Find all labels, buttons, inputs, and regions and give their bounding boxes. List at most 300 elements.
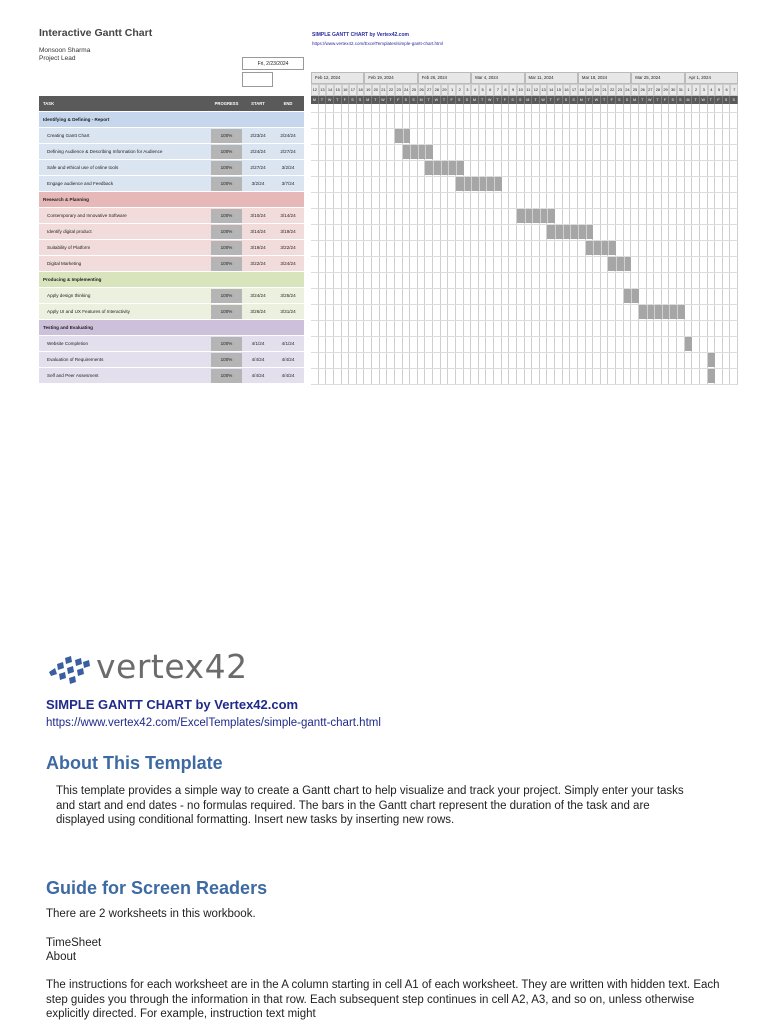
gantt-bar	[685, 337, 693, 351]
week-header: Mar 4, 2024	[471, 72, 524, 84]
gantt-bar-divider	[464, 177, 465, 191]
gantt-bar-divider	[441, 161, 442, 175]
day-letter: S	[669, 96, 677, 104]
phase-name: Research & Planning	[43, 197, 89, 202]
day-letter: T	[441, 96, 449, 104]
phase-row	[39, 192, 304, 208]
day-number: 1	[685, 84, 693, 96]
day-letter: W	[380, 96, 388, 104]
day-letter: T	[547, 96, 555, 104]
task-row[interactable]	[39, 240, 304, 256]
grid-row-line	[311, 192, 738, 193]
task-progress: 100%	[220, 181, 233, 186]
day-number: 19	[364, 84, 372, 96]
task-start-date: 2/27/24	[250, 165, 266, 170]
day-letter: T	[601, 96, 609, 104]
guide-instructions: The instructions for each worksheet are in the A column starting in cell A1 of each worksheet. They are written with hidden text. Each step guides you through the information in that row. Each subsequent step continues in cell A2, A3, and so on, unless otherwise explicitly directed. For example, instruction text might	[46, 979, 720, 1020]
day-number: 7	[730, 84, 738, 96]
gantt-bar-divider	[616, 257, 617, 271]
day-letter: F	[502, 96, 510, 104]
guide-worksheet-count: There are 2 worksheets in this workbook.	[46, 908, 256, 920]
day-number: 20	[593, 84, 601, 96]
task-end-date: 3/14/24	[280, 213, 296, 218]
gantt-bar-divider	[647, 305, 648, 319]
grid-column	[555, 104, 563, 385]
grid-row-line	[311, 160, 738, 161]
grid-column	[700, 104, 708, 385]
grid-row-line	[311, 384, 738, 385]
task-row[interactable]	[39, 160, 304, 176]
grid-column	[654, 104, 662, 385]
task-start-date: 3/19/24	[250, 245, 266, 250]
day-letter: S	[723, 96, 731, 104]
task-name: Website Completion	[47, 341, 89, 346]
task-end-date: 3/2/24	[281, 165, 295, 170]
day-number: 18	[578, 84, 586, 96]
col-start-header: START	[251, 101, 265, 106]
gantt-bar-divider	[418, 145, 419, 159]
gantt-bar-divider	[433, 161, 434, 175]
day-letter: W	[593, 96, 601, 104]
gantt-bar	[547, 225, 593, 239]
gantt-bar	[403, 145, 434, 159]
gantt-bar-divider	[677, 305, 678, 319]
day-letter: M	[418, 96, 426, 104]
day-letter: M	[364, 96, 372, 104]
gantt-bar-divider	[425, 145, 426, 159]
task-end-date: 3/25/24	[280, 293, 296, 298]
task-progress: 100%	[220, 261, 233, 266]
day-number: 22	[387, 84, 395, 96]
gantt-bar	[639, 305, 685, 319]
grid-column	[395, 104, 403, 385]
grid-column	[349, 104, 357, 385]
task-end-date: 4/1/24	[281, 341, 295, 346]
task-row[interactable]	[39, 176, 304, 192]
grid-row-line	[311, 144, 738, 145]
task-end-date: 3/22/24	[280, 245, 296, 250]
day-letter: T	[387, 96, 395, 104]
day-letter: M	[311, 96, 319, 104]
day-number: 17	[570, 84, 578, 96]
task-progress: 100%	[220, 341, 233, 346]
day-number: 25	[631, 84, 639, 96]
grid-row-line	[311, 256, 738, 257]
day-number: 2	[456, 84, 464, 96]
task-start-date: 3/24/24	[250, 293, 266, 298]
about-link-url[interactable]: https://www.vertex42.com/ExcelTemplates/simple-gantt-chart.html	[46, 717, 381, 729]
task-progress: 100%	[220, 165, 233, 170]
gantt-bar-divider	[471, 177, 472, 191]
gantt-bar-divider	[410, 145, 411, 159]
day-number: 26	[418, 84, 426, 96]
grid-row-line	[311, 352, 738, 353]
week-header: Mar 18, 2024	[578, 72, 631, 84]
day-number: 15	[334, 84, 342, 96]
header-link-url[interactable]: https://www.vertex42.com/ExcelTemplates/simple-gantt-chart.html	[312, 41, 444, 46]
grid-column	[372, 104, 380, 385]
day-number: 4	[471, 84, 479, 96]
day-number: 26	[639, 84, 647, 96]
day-number: 18	[357, 84, 365, 96]
task-progress: 100%	[220, 245, 233, 250]
project-start-date[interactable]: Fri, 2/23/2024	[242, 57, 304, 70]
day-letter: F	[608, 96, 616, 104]
day-letter: M	[631, 96, 639, 104]
grid-column	[525, 104, 533, 385]
grid-row-line	[311, 240, 738, 241]
day-letter: S	[730, 96, 738, 104]
grid-column	[380, 104, 388, 385]
grid-column	[669, 104, 677, 385]
task-row[interactable]	[39, 288, 304, 304]
task-start-date: 3/10/24	[250, 213, 266, 218]
task-name: Identify digital product	[47, 229, 92, 234]
gantt-bar-divider	[608, 241, 609, 255]
gantt-bar	[708, 369, 716, 383]
task-name: Suitability of Platform	[47, 245, 91, 250]
grid-column	[502, 104, 510, 385]
phase-row	[39, 112, 304, 128]
day-number: 8	[502, 84, 510, 96]
day-letter: W	[486, 96, 494, 104]
day-number: 14	[326, 84, 334, 96]
grid-column	[364, 104, 372, 385]
task-end-date: 4/4/24	[281, 373, 295, 378]
day-number: 13	[319, 84, 327, 96]
day-number: 23	[395, 84, 403, 96]
phase-name: Producing & Implementing	[43, 277, 102, 282]
day-number: 5	[715, 84, 723, 96]
task-row[interactable]	[39, 256, 304, 272]
gantt-bar	[395, 129, 410, 143]
day-letter: S	[349, 96, 357, 104]
grid-row-line	[311, 368, 738, 369]
guide-heading: Guide for Screen Readers	[46, 878, 268, 898]
task-start-date: 2/24/24	[250, 149, 266, 154]
day-number: 30	[669, 84, 677, 96]
grid-column	[730, 104, 738, 385]
grid-column	[639, 104, 647, 385]
task-progress: 100%	[220, 309, 233, 314]
grid-column	[677, 104, 685, 385]
task-start-date: 3/22/24	[250, 261, 266, 266]
task-start-date: 3/2/24	[251, 181, 265, 186]
task-row[interactable]	[39, 128, 304, 144]
week-header: Feb 12, 2024	[311, 72, 364, 84]
day-letter: T	[494, 96, 502, 104]
day-number: 28	[433, 84, 441, 96]
grid-column	[387, 104, 395, 385]
task-start-date: 2/23/24	[250, 133, 266, 138]
day-letter: S	[509, 96, 517, 104]
phase-row	[39, 272, 304, 288]
grid-row-line	[311, 224, 738, 225]
gantt-bar-divider	[578, 225, 579, 239]
task-progress: 100%	[220, 149, 233, 154]
task-progress: 100%	[220, 373, 233, 378]
grid-column	[631, 104, 639, 385]
day-letter: T	[708, 96, 716, 104]
grid-column	[578, 104, 586, 385]
gantt-bar-divider	[586, 225, 587, 239]
gantt-bar-divider	[601, 241, 602, 255]
day-letter: M	[578, 96, 586, 104]
grid-column	[334, 104, 342, 385]
about-heading: About This Template	[46, 753, 223, 773]
task-progress: 100%	[220, 133, 233, 138]
task-name: Contemporary and Innovative Software	[47, 213, 127, 218]
grid-row-line	[311, 272, 738, 273]
grid-column	[662, 104, 670, 385]
gantt-bar-divider	[494, 177, 495, 191]
grid-row-line	[311, 112, 738, 113]
display-week-input[interactable]	[242, 72, 273, 87]
grid-column	[517, 104, 525, 385]
task-row[interactable]	[39, 336, 304, 352]
grid-column	[441, 104, 449, 385]
day-number: 16	[563, 84, 571, 96]
day-number: 6	[723, 84, 731, 96]
gantt-bar-divider	[563, 225, 564, 239]
day-number: 22	[608, 84, 616, 96]
header-link-title[interactable]: SIMPLE GANTT CHART by Vertex42.com	[312, 32, 409, 38]
gantt-bar-divider	[403, 129, 404, 143]
gantt-bar-divider	[448, 161, 449, 175]
gantt-bar-divider	[631, 289, 632, 303]
task-start-date: 4/4/24	[251, 373, 265, 378]
day-letter: T	[639, 96, 647, 104]
guide-worksheet-list	[46, 936, 101, 964]
day-letter: W	[700, 96, 708, 104]
day-number: 12	[532, 84, 540, 96]
grid-column	[494, 104, 502, 385]
gantt-bar	[425, 161, 463, 175]
col-end-header: END	[283, 101, 293, 106]
day-letter: S	[456, 96, 464, 104]
task-progress: 100%	[220, 357, 233, 362]
phase-name: Testing and Evaluating	[43, 325, 93, 330]
day-letter: S	[464, 96, 472, 104]
worksheet-name-about: About	[46, 951, 77, 963]
gantt-chart	[311, 72, 738, 385]
task-row[interactable]	[39, 368, 304, 384]
day-number: 9	[509, 84, 517, 96]
grid-column	[715, 104, 723, 385]
day-letter: S	[616, 96, 624, 104]
day-number: 10	[517, 84, 525, 96]
author-name: Monsoon Sharma	[39, 47, 91, 54]
day-number: 21	[380, 84, 388, 96]
task-name: Engage audience and Feedback	[47, 181, 114, 186]
grid-column	[647, 104, 655, 385]
task-table	[39, 96, 304, 384]
day-number: 4	[708, 84, 716, 96]
grid-column	[433, 104, 441, 385]
day-number: 3	[464, 84, 472, 96]
gantt-bar-divider	[662, 305, 663, 319]
grid-column	[723, 104, 731, 385]
day-letter: S	[517, 96, 525, 104]
grid-row-line	[311, 288, 738, 289]
task-table-header	[39, 96, 304, 112]
day-letter: T	[692, 96, 700, 104]
task-name: Apply UI and UX Features of Interactivity	[47, 309, 130, 314]
gantt-bar-divider	[479, 177, 480, 191]
gantt-bar	[624, 289, 639, 303]
day-letter: S	[403, 96, 411, 104]
day-letter: T	[479, 96, 487, 104]
gantt-bar	[608, 257, 631, 271]
grid-column	[357, 104, 365, 385]
task-end-date: 2/27/24	[280, 149, 296, 154]
day-letter: S	[357, 96, 365, 104]
gantt-bar	[517, 209, 555, 223]
day-number: 27	[425, 84, 433, 96]
day-number: 1	[448, 84, 456, 96]
grid-row-line	[311, 176, 738, 177]
grid-row-line	[311, 320, 738, 321]
day-letter: M	[525, 96, 533, 104]
task-rows	[39, 112, 304, 384]
day-number: 14	[547, 84, 555, 96]
gantt-bar-divider	[486, 177, 487, 191]
week-header: Mar 25, 2024	[631, 72, 684, 84]
grid-column	[532, 104, 540, 385]
day-number: 16	[342, 84, 350, 96]
day-number: 12	[311, 84, 319, 96]
grid-column	[616, 104, 624, 385]
task-name: Safe and ethical use of online tools	[47, 165, 119, 170]
task-row[interactable]	[39, 304, 304, 320]
grid-column	[547, 104, 555, 385]
task-row[interactable]	[39, 224, 304, 240]
day-letter: W	[326, 96, 334, 104]
grid-column	[692, 104, 700, 385]
task-progress: 100%	[220, 229, 233, 234]
day-letter: M	[471, 96, 479, 104]
week-header: Mar 11, 2024	[525, 72, 578, 84]
phase-row	[39, 320, 304, 336]
day-letter: S	[624, 96, 632, 104]
day-letter: W	[647, 96, 655, 104]
task-name: Creating Gantt Chart	[47, 133, 90, 138]
task-end-date: 3/7/24	[281, 181, 295, 186]
col-progress-header: PROGRESS	[214, 101, 239, 106]
gantt-bar-divider	[654, 305, 655, 319]
day-number: 5	[479, 84, 487, 96]
day-number: 17	[349, 84, 357, 96]
grid-column	[540, 104, 548, 385]
day-letter: F	[342, 96, 350, 104]
gantt-bar-divider	[669, 305, 670, 319]
day-number: 3	[700, 84, 708, 96]
day-number: 15	[555, 84, 563, 96]
day-letter: F	[395, 96, 403, 104]
gantt-bar	[708, 353, 716, 367]
task-start-date: 4/1/24	[251, 341, 265, 346]
day-number: 2	[692, 84, 700, 96]
grid-column	[448, 104, 456, 385]
task-start-date: 3/14/24	[250, 229, 266, 234]
day-letter: S	[410, 96, 418, 104]
day-number: 19	[586, 84, 594, 96]
grid-column	[342, 104, 350, 385]
task-name: Apply design thinking	[47, 293, 91, 298]
grid-column	[311, 104, 319, 385]
day-letter: F	[555, 96, 563, 104]
day-number: 28	[654, 84, 662, 96]
grid-column	[570, 104, 578, 385]
day-number: 6	[486, 84, 494, 96]
task-end-date: 2/24/24	[280, 133, 296, 138]
grid-column	[509, 104, 517, 385]
day-letter: T	[372, 96, 380, 104]
about-link-title[interactable]: SIMPLE GANTT CHART by Vertex42.com	[46, 697, 299, 712]
week-header: Feb 26, 2024	[418, 72, 471, 84]
author-role: Project Lead	[39, 55, 76, 62]
day-number: 31	[677, 84, 685, 96]
day-letter: T	[425, 96, 433, 104]
task-row[interactable]	[39, 352, 304, 368]
day-number: 24	[624, 84, 632, 96]
document-title: Interactive Gantt Chart	[39, 27, 153, 39]
day-number: 21	[601, 84, 609, 96]
day-number: 29	[662, 84, 670, 96]
grid-column	[456, 104, 464, 385]
grid-column	[471, 104, 479, 385]
day-number: 27	[647, 84, 655, 96]
gantt-bar-divider	[547, 209, 548, 223]
day-letter: F	[715, 96, 723, 104]
task-progress: 100%	[220, 213, 233, 218]
grid-column	[708, 104, 716, 385]
gantt-bar-divider	[456, 161, 457, 175]
phase-name: Identifying & Defining - Report	[43, 117, 110, 122]
worksheet-name-timesheet: TimeSheet	[46, 937, 102, 949]
day-number: 29	[441, 84, 449, 96]
task-name: Self and Peer Assesment	[47, 373, 99, 378]
week-header: Feb 19, 2024	[364, 72, 417, 84]
day-letter: T	[586, 96, 594, 104]
gantt-bar-divider	[540, 209, 541, 223]
task-row[interactable]	[39, 144, 304, 160]
day-letter: W	[433, 96, 441, 104]
grid-column	[464, 104, 472, 385]
about-paragraph: This template provides a simple way to create a Gantt chart to help visualize and track your project. Simply enter your tasks and start and end dates - no formulas required. The bars in the Gantt chart represent the duration of the task and are displayed using conditional formatting. Insert new tasks by inserting new rows.	[56, 785, 684, 826]
grid-column	[326, 104, 334, 385]
day-letter: T	[654, 96, 662, 104]
gantt-bar-divider	[570, 225, 571, 239]
col-task-header: TASK	[43, 101, 55, 106]
grid-column	[486, 104, 494, 385]
gantt-bar	[586, 241, 617, 255]
day-number: 13	[540, 84, 548, 96]
day-letter: W	[540, 96, 548, 104]
grid-column	[319, 104, 327, 385]
vertex42-logo-text: vertex42	[96, 647, 248, 686]
task-name: Digital Marketing	[47, 261, 82, 266]
task-row[interactable]	[39, 208, 304, 224]
task-start-date: 3/26/24	[250, 309, 266, 314]
day-letter: F	[662, 96, 670, 104]
task-end-date: 3/24/24	[280, 261, 296, 266]
grid-column	[624, 104, 632, 385]
day-number: 25	[410, 84, 418, 96]
week-header: Apr 1, 2024	[685, 72, 738, 84]
gantt-bar-divider	[525, 209, 526, 223]
day-letter: S	[570, 96, 578, 104]
